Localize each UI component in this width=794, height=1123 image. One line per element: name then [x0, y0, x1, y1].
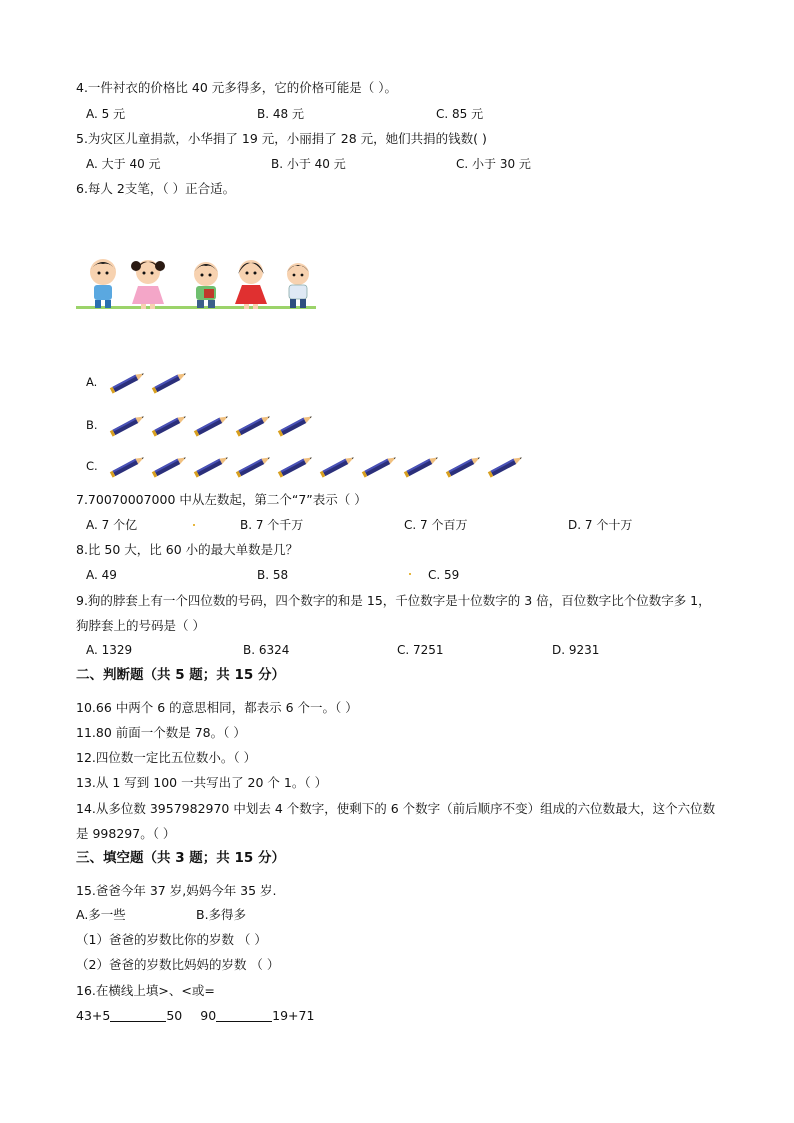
- q6-option-c: [86, 451, 526, 481]
- q9-option-c: C. 7251: [397, 643, 444, 657]
- q8-option-a: A. 49: [86, 568, 117, 582]
- pencil-icon: [318, 454, 358, 478]
- q5-option-b: B. 小于 40 元: [271, 157, 346, 171]
- q4-option-c: C. 85 元: [436, 107, 484, 121]
- section-2-heading: 二、判断题（共 5 题；共 15 分）: [76, 667, 285, 683]
- q7-option-b: B. 7 个千万: [240, 518, 304, 532]
- question-15-stem: 15.爸爸今年 37 岁,妈妈今年 35 岁.: [76, 883, 277, 898]
- pencil-icon: [360, 454, 400, 478]
- question-16-stem: 16.在横线上填>、<或=: [76, 983, 215, 998]
- q16-expr-left-1: 43+5: [76, 1008, 111, 1023]
- section-3-heading: 三、填空题（共 3 题；共 15 分）: [76, 850, 285, 866]
- question-6-stem: 6.每人 2支笔，（ ）正合适。: [76, 181, 236, 196]
- question-13: 13.从 1 写到 100 一共写出了 20 个 1。（ ）: [76, 775, 328, 790]
- q8-option-b: B. 58: [257, 568, 289, 582]
- q9-option-d: D. 9231: [552, 643, 600, 657]
- question-14: 14.从多位数 3957982970 中划去 4 个数字，使剩下的 6 个数字（前后顺序不变）组成的六位数最大，这个六位数是 998297。（ ）: [76, 801, 716, 841]
- pencil-icon: [276, 413, 316, 437]
- pencil-icon: [402, 454, 442, 478]
- pencil-icon: [444, 454, 484, 478]
- pencil-icon: [276, 454, 316, 478]
- q4-option-b: B. 48 元: [257, 107, 304, 121]
- q16-row: [76, 1007, 314, 1025]
- question-7-stem: 7.70070007000 中从左数起，第二个“7”表示（ ）: [76, 492, 367, 507]
- q7-option-a: A. 7 个亿: [86, 518, 138, 532]
- question-5-stem: 5.为灾区儿童捐款，小华捐了 19 元，小丽捐了 28 元，她们共捐的钱数( ): [76, 131, 487, 146]
- q16-blank-2[interactable]: [216, 1008, 272, 1022]
- q9-option-b: B. 6324: [243, 643, 290, 657]
- q6-option-c-label: C.: [86, 459, 98, 473]
- q8-option-c: C. 59: [428, 568, 460, 582]
- q16-blank-1[interactable]: [110, 1008, 166, 1022]
- q6-option-a: [86, 367, 190, 397]
- q5-option-a: A. 大于 40 元: [86, 157, 161, 171]
- pencil-icon: [192, 413, 232, 437]
- q6-option-b-label: B.: [86, 418, 98, 432]
- pencil-icon: [234, 454, 274, 478]
- pencil-icon: [150, 370, 190, 394]
- question-4-stem: 4.一件衬衣的价格比 40 元多得多，它的价格可能是（ ）。: [76, 80, 398, 95]
- pencil-icon: [150, 454, 190, 478]
- pencil-icon: [234, 413, 274, 437]
- q16-expr-left-2: 90: [200, 1008, 217, 1023]
- q16-expr-right-2: 19+71: [272, 1008, 315, 1023]
- pencil-icon: [150, 413, 190, 437]
- question-10: 10.66 中两个 6 的意思相同，都表示 6 个一。（ ）: [76, 700, 358, 715]
- q6-option-c-pencils: [108, 454, 526, 478]
- pencil-icon: [108, 370, 148, 394]
- q15-option-a: A.多一些: [76, 907, 126, 922]
- children-illustration: [76, 256, 316, 312]
- q7-option-c: C. 7 个百万: [404, 518, 468, 532]
- q6-option-a-label: A.: [86, 375, 98, 389]
- decorative-dot: [193, 524, 195, 526]
- question-8-stem: 8.比 50 大，比 60 小的最大单数是几？: [76, 542, 299, 557]
- decorative-dot: [409, 573, 411, 575]
- q6-option-b: [86, 410, 316, 440]
- q6-option-a-pencils: [108, 370, 190, 394]
- pencil-icon: [108, 413, 148, 437]
- q15-option-b: B.多得多: [196, 907, 247, 922]
- pencil-icon: [108, 454, 148, 478]
- question-9-stem: 9.狗的脖套上有一个四位数的号码，四个数字的和是 15，千位数字是十位数字的 3 倍，百位数字比个位数字多 1，狗脖套上的号码是（ ）: [76, 593, 711, 633]
- pencil-icon: [486, 454, 526, 478]
- q9-option-a: A. 1329: [86, 643, 133, 657]
- pencil-icon: [192, 454, 232, 478]
- q16-expr-right-1: 50: [166, 1008, 183, 1023]
- q15-subquestion-1: （1）爸爸的岁数比你的岁数 （ ）: [76, 932, 267, 947]
- question-12: 12.四位数一定比五位数小。（ ）: [76, 750, 257, 765]
- q5-option-c: C. 小于 30 元: [456, 157, 531, 171]
- q15-subquestion-2: （2）爸爸的岁数比妈妈的岁数 （ ）: [76, 957, 280, 972]
- q7-option-d: D. 7 个十万: [568, 518, 633, 532]
- q4-option-a: A. 5 元: [86, 107, 126, 121]
- question-11: 11.80 前面一个数是 78。（ ）: [76, 725, 246, 740]
- q6-option-b-pencils: [108, 413, 316, 437]
